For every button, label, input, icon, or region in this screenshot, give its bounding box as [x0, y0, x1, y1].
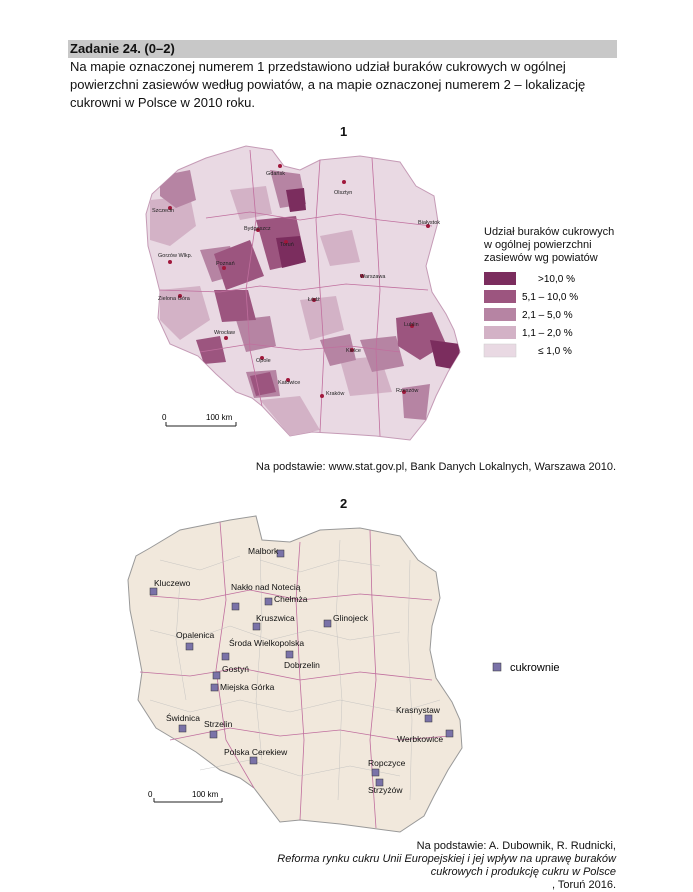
source-suffix: , Toruń 2016. — [551, 879, 616, 891]
factory-marker — [324, 620, 331, 627]
svg-text:Toruń: Toruń — [280, 242, 294, 248]
factory-marker — [250, 757, 257, 764]
factory-label: Nakło nad Notecią — [231, 582, 301, 592]
factory-label: Malbork — [248, 546, 279, 556]
scale-start: 0 — [148, 790, 153, 799]
factory-label: Strzyżów — [368, 785, 403, 795]
source-prefix: Na podstawie: A. Dubownik, R. Rudnicki, — [416, 840, 616, 852]
factory-label: Glinojeck — [333, 613, 368, 623]
legend-label: 1,1 – 2,0 % — [522, 328, 573, 339]
choropleth-map — [146, 146, 460, 440]
source-title-part2: cukrowych i produkcję cukru w Polsce — [430, 866, 616, 878]
legend-swatch — [484, 344, 516, 357]
factory-marker — [372, 769, 379, 776]
svg-text:Bydgoszcz: Bydgoszcz — [244, 226, 271, 232]
factory-marker — [253, 623, 260, 630]
factory-marker — [150, 588, 157, 595]
intro-line: powierzchni zasiewów według powiatów, a na mapie oznaczonej numerem 2 – lokalizację — [70, 77, 586, 92]
source-line — [80, 840, 616, 866]
legend-label: cukrownie — [510, 662, 560, 674]
map2-number: 2 — [340, 496, 348, 511]
legend-label: 2,1 – 5,0 % — [522, 310, 573, 321]
scale-start: 0 — [162, 413, 167, 422]
source-line — [80, 866, 616, 892]
intro-line: Na mapie oznaczonej numerem 1 przedstawiono udział buraków cukrowych w ogólnej — [70, 59, 566, 74]
factory-marker — [211, 684, 218, 691]
svg-text:Białystok: Białystok — [418, 220, 441, 226]
svg-text:Wrocław: Wrocław — [214, 330, 235, 336]
factory-marker — [222, 653, 229, 660]
factory-label: Polska Cerekiew — [224, 747, 288, 757]
factory-label: Świdnica — [166, 713, 201, 723]
svg-text:Warszawa: Warszawa — [360, 274, 386, 280]
legend-label: 5,1 – 10,0 % — [522, 292, 579, 303]
svg-text:Szczecin: Szczecin — [152, 208, 175, 214]
legend-swatch — [484, 308, 516, 321]
map2-source — [80, 840, 616, 892]
factory-label: Ropczyce — [368, 758, 406, 768]
svg-text:Zielona Góra: Zielona Góra — [158, 296, 190, 302]
factory-label: Opalenica — [176, 630, 215, 640]
factory-marker — [425, 715, 432, 722]
legend-factory-marker — [493, 663, 501, 671]
factory-label: Środa Wielkopolska — [229, 638, 305, 648]
map1-scale-bar — [162, 413, 236, 426]
svg-text:Lublin: Lublin — [404, 322, 419, 328]
factory-label: Kruszwica — [256, 613, 295, 623]
task-title: Zadanie 24. (0–2) — [68, 40, 617, 58]
svg-text:Gorzów Wlkp.: Gorzów Wlkp. — [158, 253, 193, 259]
factory-label: Chełmża — [274, 594, 308, 604]
map1-number: 1 — [340, 124, 348, 139]
factory-marker — [232, 603, 239, 610]
svg-text:Kielce: Kielce — [346, 348, 361, 354]
svg-text:Łódź: Łódź — [308, 297, 320, 303]
intro-line: cukrowni w Polsce w 2010 roku. — [70, 95, 255, 110]
factory-label: Kluczewo — [154, 578, 191, 588]
factory-label: Miejska Górka — [220, 682, 275, 692]
factory-label: Dobrzelin — [284, 660, 320, 670]
svg-text:Kraków: Kraków — [326, 391, 345, 397]
scale-end: 100 km — [192, 790, 219, 799]
poland-outline-map2 — [128, 516, 462, 832]
map2-scale-bar — [148, 790, 222, 802]
factory-label: Gostyń — [222, 664, 249, 674]
factory-marker — [213, 672, 220, 679]
scale-end: 100 km — [206, 413, 233, 422]
map1-legend — [484, 272, 578, 357]
factory-marker — [446, 730, 453, 737]
factory-marker — [186, 643, 193, 650]
svg-text:Rzeszów: Rzeszów — [396, 388, 419, 394]
legend-label: ≤ 1,0 % — [538, 346, 572, 357]
svg-text:Poznań: Poznań — [216, 261, 235, 267]
svg-text:Olsztyn: Olsztyn — [334, 190, 353, 196]
legend-title-line: Udział buraków cukrowych — [484, 226, 615, 238]
legend-label: >10,0 % — [538, 274, 575, 285]
map2-legend — [493, 662, 560, 674]
legend-swatch — [484, 326, 516, 339]
factory-marker — [210, 731, 217, 738]
sugar-factory-map — [128, 516, 462, 832]
svg-text:Katowice: Katowice — [278, 380, 301, 386]
legend-title-line: w ogólnej powierzchni — [484, 239, 592, 251]
legend-swatch — [484, 272, 516, 285]
source-title-part1: Reforma rynku cukru Unii Europejskiej i jej wpływ na uprawę buraków — [277, 853, 616, 865]
factory-label: Strzelin — [204, 719, 233, 729]
svg-text:Opole: Opole — [256, 358, 271, 364]
map1-source: Na podstawie: www.stat.gov.pl, Bank Danych Lokalnych, Warszawa 2010. — [255, 461, 616, 473]
svg-text:Gdańsk: Gdańsk — [266, 171, 285, 177]
factory-label: Krasnystaw — [396, 705, 440, 715]
factory-label: Werbkowice — [397, 734, 444, 744]
legend-swatch — [484, 290, 516, 303]
factory-marker — [265, 598, 272, 605]
factory-marker — [286, 651, 293, 658]
legend-title-line: zasiewów wg powiatów — [484, 252, 598, 264]
map1-legend-title — [484, 226, 634, 265]
factory-marker — [179, 725, 186, 732]
